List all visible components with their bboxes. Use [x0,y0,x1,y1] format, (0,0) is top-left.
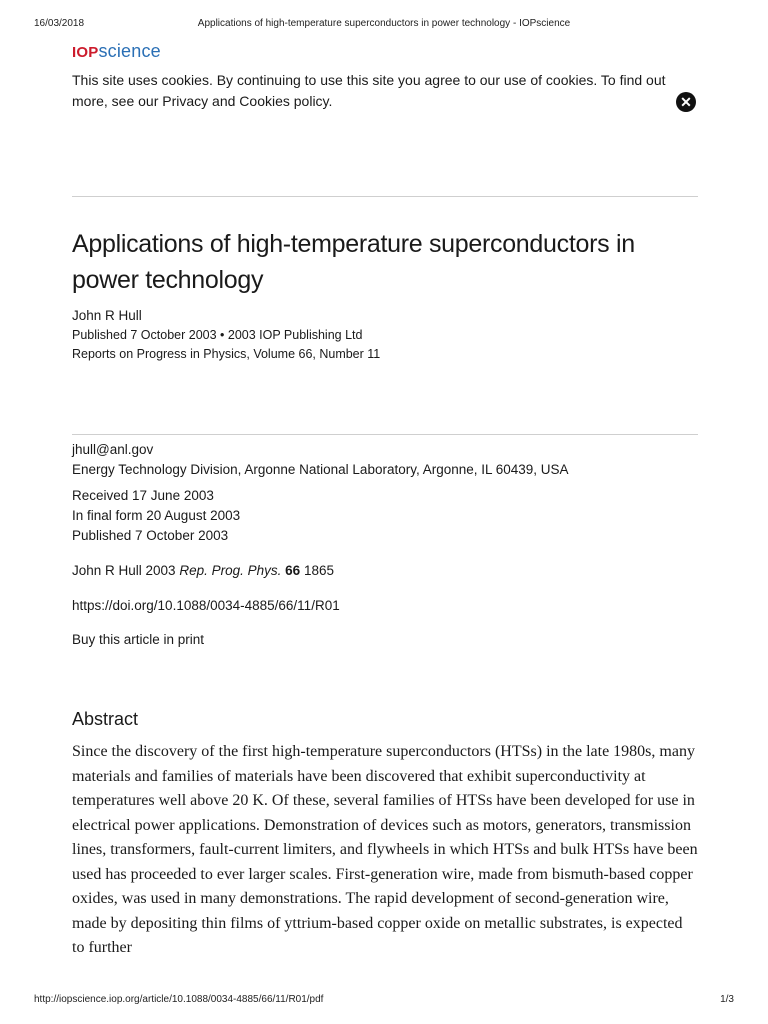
final-form-date: In final form 20 August 2003 [72,508,241,523]
received-date: Received 17 June 2003 [72,488,214,503]
divider [72,196,698,197]
journal-line[interactable]: Reports on Progress in Physics, Volume 66, Number 11 [72,347,381,361]
logo-iop: IOP [72,44,99,61]
published-date: Published 7 October 2003 [72,528,229,543]
citation-page: 1865 [300,563,334,578]
abstract-text: Since the discovery of the first high-temperature superconductors (HTSs) in the late 1980s, many materials and families of materials have been discovered that exhibit superconductivity at temperatures well above 20 K. Of these, several families of HTSs have been developed for use in electrical power applications. Demonstration of devices such as motors, generators, transmission lines, transformers, fault-current limiters, and flywheels in which HTSs and bulk HTSs have been used has proceeded to ever larger scales. First-generation wire, made from bismuth-based copper oxides, was used in many demonstrations. The rapid development of second-generation wire, made by depositing thin films of yttrium-based copper oxide on metallic substrates, is expected to further [72,743,698,956]
author-affiliation: Energy Technology Division, Argonne National Laboratory, Argonne, IL 60439, USA [72,462,569,477]
article-title: Applications of high-temperature superconductors in power technology [72,230,635,294]
citation [72,561,334,581]
print-page-number: 1/3 [720,994,734,1005]
author-email[interactable]: jhull@anl.gov [72,442,154,457]
abstract-heading: Abstract [72,709,139,729]
close-icon[interactable]: ✕ [676,92,696,112]
print-url: http://iopscience.iop.org/article/10.1088/0034-4885/66/11/R01/pdf [34,994,324,1005]
cookie-notice [72,70,698,111]
doi-link[interactable]: https://doi.org/10.1088/0034-4885/66/11/R01 [72,598,340,613]
cookie-notice-text: This site uses cookies. By continuing to use this site you agree to our use of cookies. To find out more, see our Privacy and Cookies policy. [72,72,666,109]
citation-volume: 66 [285,563,301,578]
article-dates [72,486,240,546]
buy-in-print-link[interactable]: Buy this article in print [72,632,205,647]
print-date: 16/03/2018 [34,18,85,29]
iopscience-logo[interactable] [72,40,698,64]
citation-author-year: John R Hull 2003 [72,563,180,578]
divider [72,434,698,435]
article-author[interactable]: John R Hull [72,308,142,323]
published-line: Published 7 October 2003 • 2003 IOP Publishing Ltd [72,328,363,342]
logo-science: science [98,41,161,61]
citation-journal: Rep. Prog. Phys. [179,563,282,578]
print-page-title: Applications of high-temperature superconductors in power technology - IOPscience [197,18,571,29]
page-content [72,40,698,956]
